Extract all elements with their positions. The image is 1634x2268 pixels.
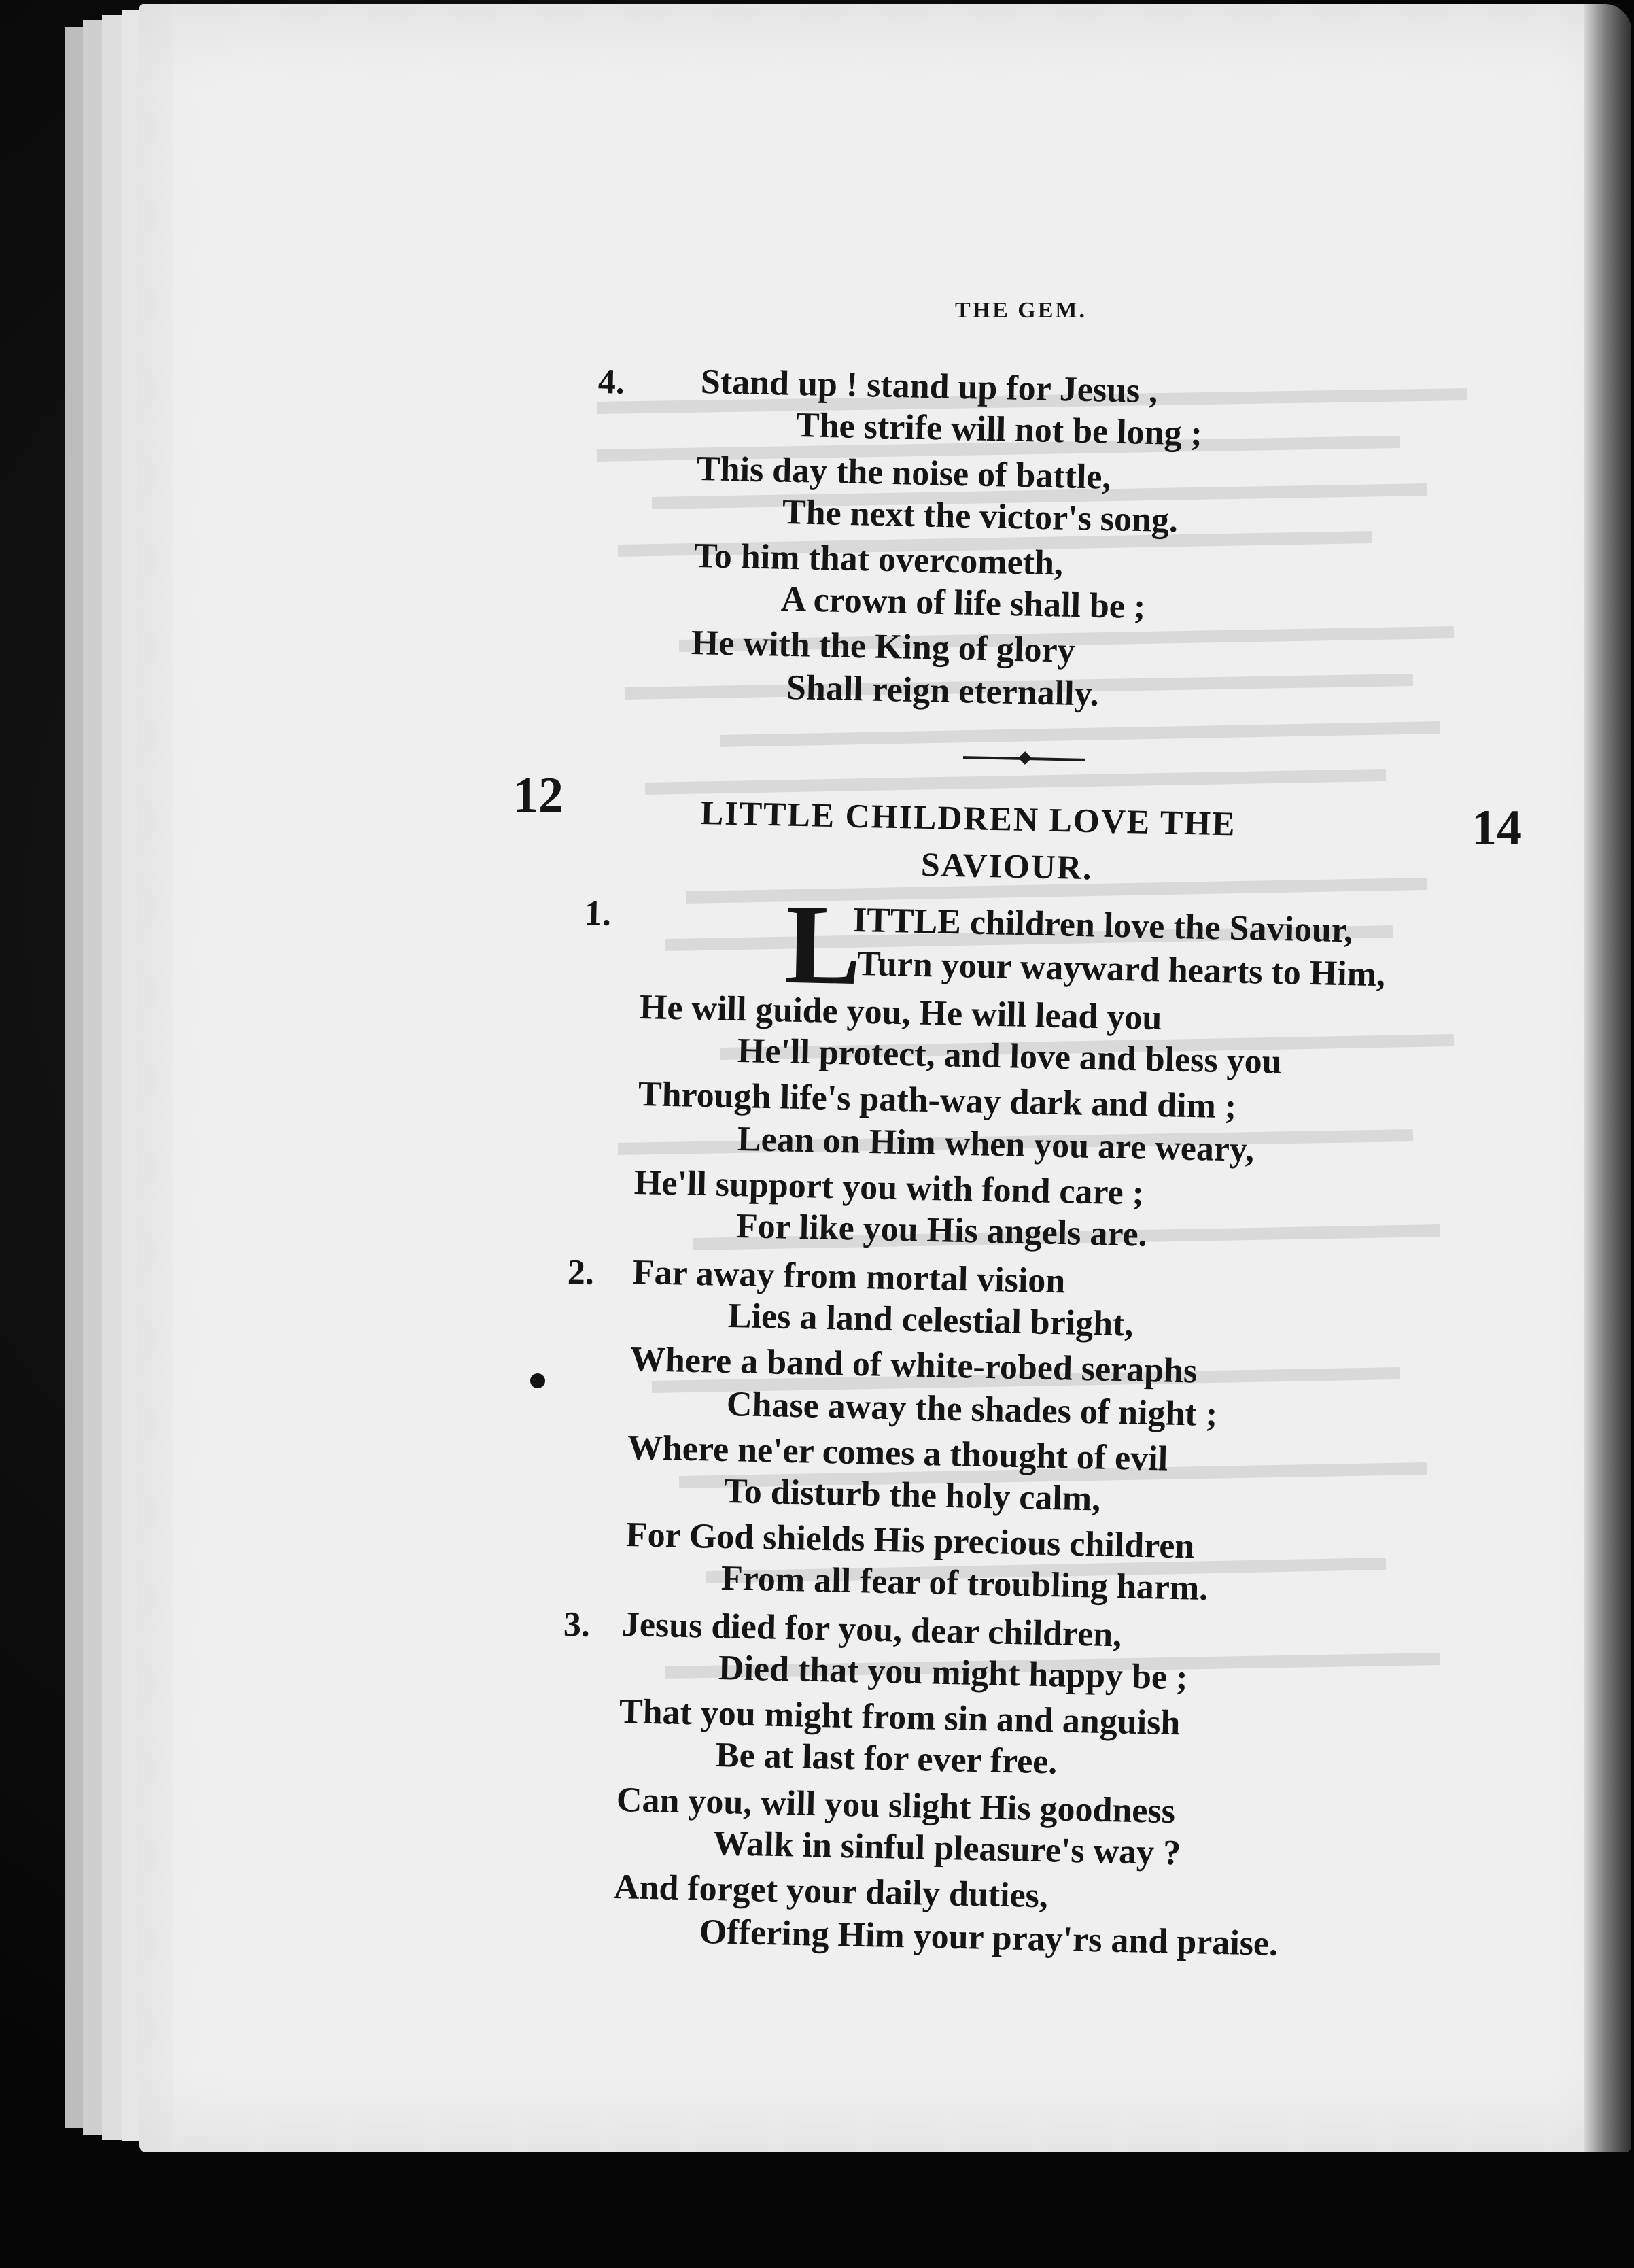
verse-line: That you might from sin and anguish — [619, 1692, 1181, 1743]
verse-line: He'll protect, and love and bless you — [737, 1031, 1283, 1082]
running-head: THE GEM. — [955, 298, 1088, 323]
verse-line: This day the noise of battle, — [696, 449, 1112, 497]
hymn-number: 12 — [513, 768, 563, 823]
hymn-title: LITTLE CHILDREN LOVE THE — [700, 793, 1236, 843]
verse-line: Stand up ! stand up for Jesus , — [700, 362, 1158, 411]
verse-line: Offering Him your pray'rs and praise. — [699, 1912, 1279, 1963]
verse-line: Turn your wayward hearts to Him, — [856, 944, 1386, 995]
verse-line: Can you, will you slight His goodness — [616, 1781, 1176, 1832]
verse-line: Chase away the shades of night ; — [726, 1385, 1218, 1434]
verse-line: Through life's path-way dark and dim ; — [638, 1075, 1237, 1127]
verse-line: Lies a land celestial bright, — [727, 1296, 1134, 1344]
verse-line: From all fear of troubling harm. — [720, 1559, 1209, 1608]
stanza-number: 3. — [563, 1605, 591, 1645]
verse-line: Where a band of white-robed seraphs — [629, 1340, 1198, 1391]
stanza-number: 4. — [597, 362, 625, 402]
verse-line: Jesus died for you, dear children, — [621, 1605, 1122, 1655]
verse-line: He with the King of glory — [691, 623, 1076, 670]
verse-line: And forget your daily duties, — [613, 1868, 1049, 1916]
verse-line: For God shields His precious children — [625, 1515, 1195, 1566]
verse-line: The strife will not be long ; — [795, 406, 1203, 453]
verse-line: Far away from mortal vision — [632, 1253, 1066, 1301]
ink-speck — [530, 1373, 545, 1388]
margin-number: 14 — [1472, 800, 1522, 856]
verse-line: A crown of life shall be ; — [780, 580, 1146, 627]
verse-line: He'll support you with fond care ; — [633, 1163, 1145, 1213]
stanza-number: 1. — [584, 894, 612, 933]
verse-line: Be at last for ever free. — [715, 1736, 1058, 1782]
verse-line: ITTLE children love the Saviour, — [852, 901, 1353, 950]
verse-line: He will guide you, He will lead you — [639, 988, 1162, 1038]
verse-line: Died that you might happy be ; — [718, 1649, 1189, 1698]
verse-line: To disturb the holy calm, — [723, 1472, 1101, 1519]
book-page — [139, 4, 1631, 2152]
hymn-title-continued: SAVIOUR. — [920, 845, 1094, 887]
verse-line: Where ne'er comes a thought of evil — [627, 1428, 1168, 1479]
verse-line: Shall reign eternally. — [786, 668, 1100, 714]
section-divider — [963, 756, 1085, 761]
verse-line: For like you His angels are. — [735, 1207, 1148, 1254]
verse-line: Lean on Him when you are weary, — [737, 1120, 1255, 1169]
drop-cap: L — [784, 880, 863, 1010]
verse-line: The next the victor's song. — [782, 493, 1179, 540]
verse-line: To him that overcometh, — [693, 536, 1064, 583]
stanza-number: 2. — [567, 1253, 595, 1292]
page-content — [139, 4, 1631, 2152]
verse-line: Walk in sinful pleasure's way ? — [712, 1824, 1181, 1873]
